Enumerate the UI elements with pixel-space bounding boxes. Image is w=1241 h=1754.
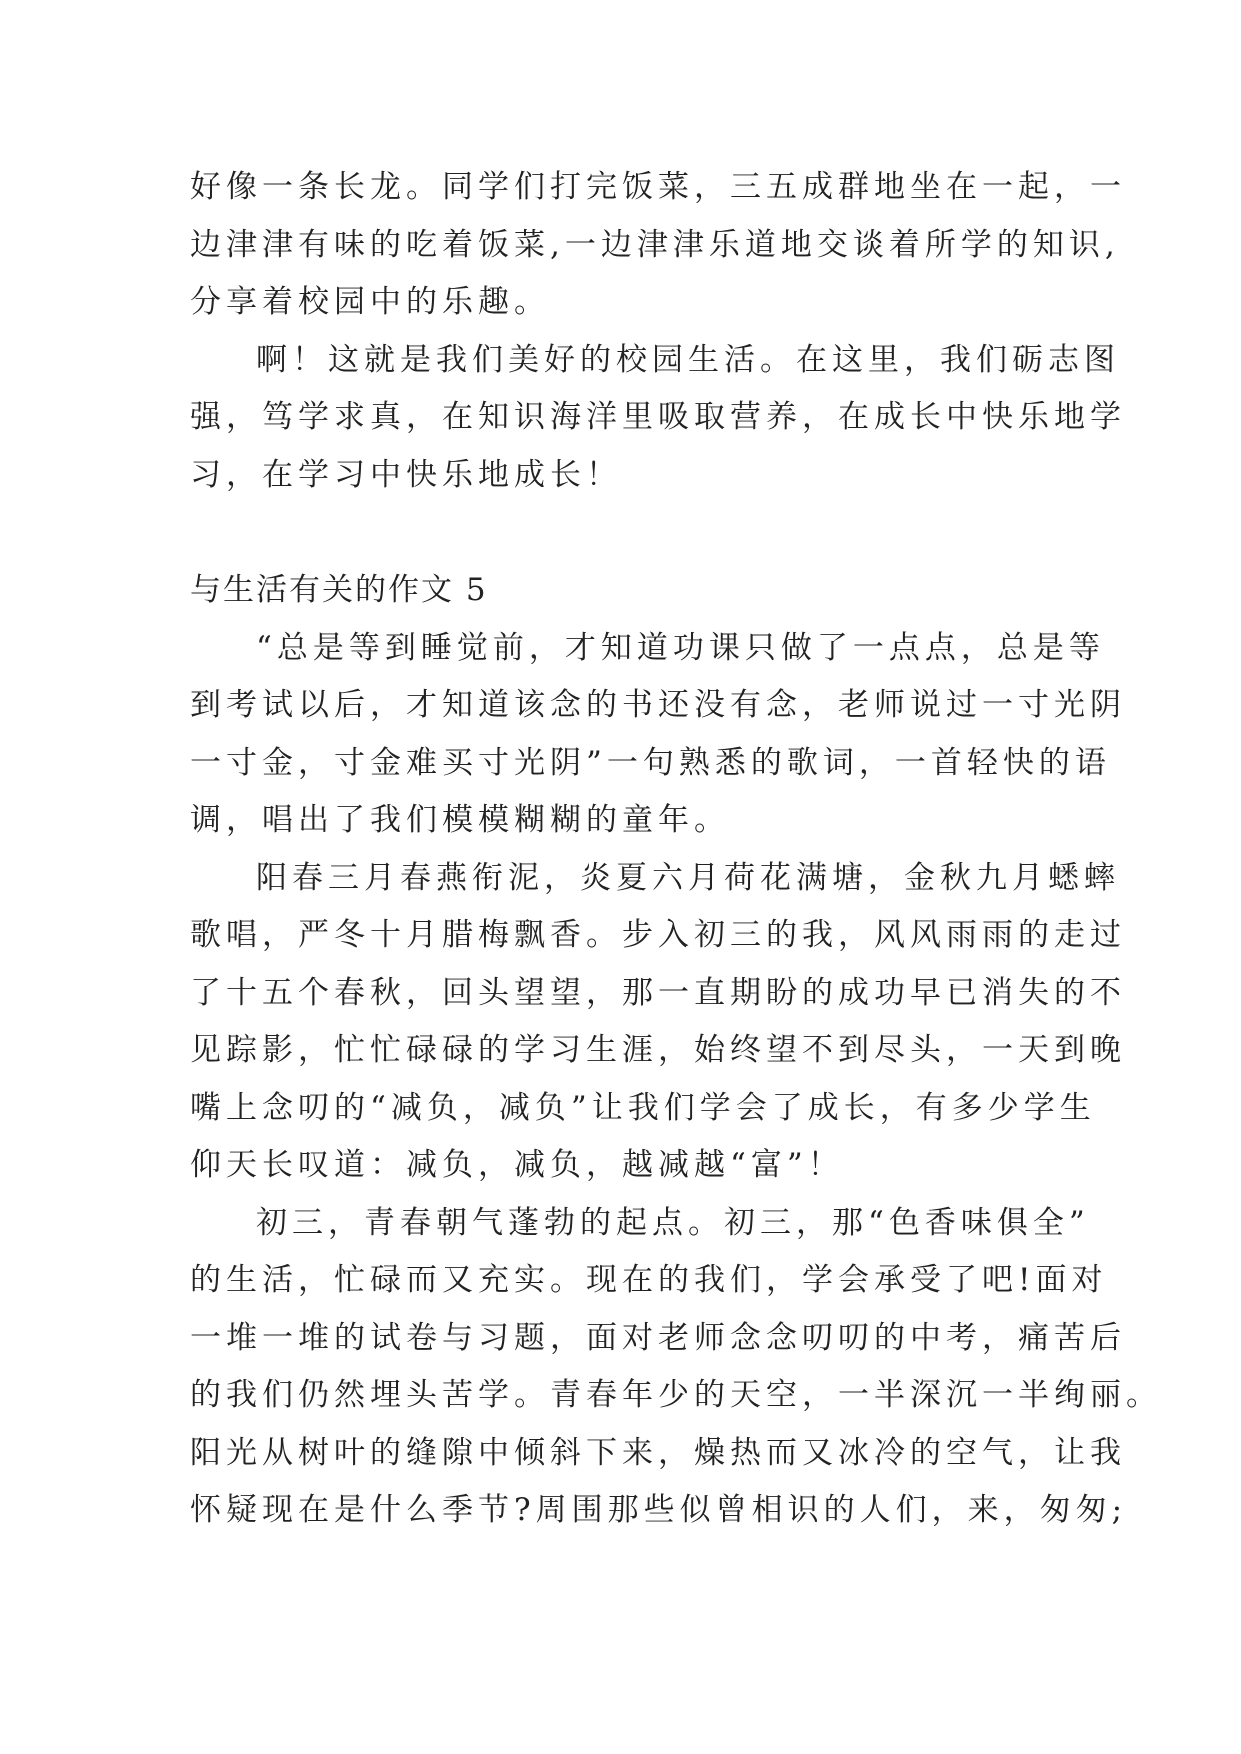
text-line: “总是等到睡觉前，才知道功课只做了一点点，总是等 [256, 629, 1105, 666]
document-body [190, 159, 1162, 1540]
text-line: 歌唱，严冬十月腊梅飘香。步入初三的我，风风雨雨的走过 [190, 917, 1126, 953]
text-line: 边津津有味的吃着饭菜,一边津津乐道地交谈着所学的知识, [190, 226, 1120, 263]
text-line: 习，在学习中快乐地成长！ [190, 456, 622, 493]
text-line: 阳春三月春燕衔泥，炎夏六月荷花满塘，金秋九月蟋蟀 [256, 859, 1120, 896]
text-line: 一堆一堆的试卷与习题，面对老师念念叨叨的中考，痛苦后 [190, 1319, 1126, 1356]
section-spacer [190, 504, 1090, 562]
text-line: 到考试以后，才知道该念的书还没有念，老师说过一寸光阴 [190, 687, 1126, 723]
section-heading: 与生活有关的作文 5 [190, 572, 488, 608]
text-line: 的生活，忙碌而又充实。现在的我们，学会承受了吧!面对 [190, 1262, 1108, 1298]
paragraph [190, 159, 1126, 332]
text-line: 阳光从树叶的缝隙中倾斜下来，燥热而又冰冷的空气，让我 [190, 1434, 1126, 1471]
paragraph [190, 850, 1126, 1195]
text-line: 初三，青春朝气蓬勃的起点。初三，那“色香味俱全” [256, 1204, 1090, 1241]
text-line: 嘴上念叨的“减负，减负”让我们学会了成长，有多少学生 [190, 1089, 1096, 1126]
text-line: 一寸金，寸金难买寸光阴”一句熟悉的歌词，一首轻快的语 [190, 744, 1111, 781]
text-line: 强，笃学求真，在知识海洋里吸取营养，在成长中快乐地学 [190, 399, 1126, 435]
text-line: 了十五个春秋，回头望望，那一直期盼的成功早已消失的不 [190, 974, 1126, 1011]
paragraph [190, 332, 1126, 505]
text-line: 的我们仍然埋头苦学。青春年少的天空，一半深沉一半绚丽。 [190, 1377, 1162, 1413]
paragraph [190, 620, 1126, 850]
text-line: 好像一条长龙。同学们打完饭菜，三五成群地坐在一起，一 [190, 169, 1126, 205]
paragraph [190, 1195, 1162, 1540]
text-line: 分享着校园中的乐趣。 [190, 284, 550, 320]
text-line: 仰天长叹道：减负，减负，越减越“富”！ [190, 1147, 844, 1183]
text-line: 见踪影，忙忙碌碌的学习生涯，始终望不到尽头，一天到晚 [190, 1032, 1126, 1068]
text-line: 啊！这就是我们美好的校园生活。在这里，我们砺志图 [256, 341, 1120, 378]
text-line: 怀疑现在是什么季节?周围那些似曾相识的人们，来，匆匆; [190, 1492, 1128, 1528]
text-line: 调，唱出了我们模模糊糊的童年。 [190, 802, 730, 838]
